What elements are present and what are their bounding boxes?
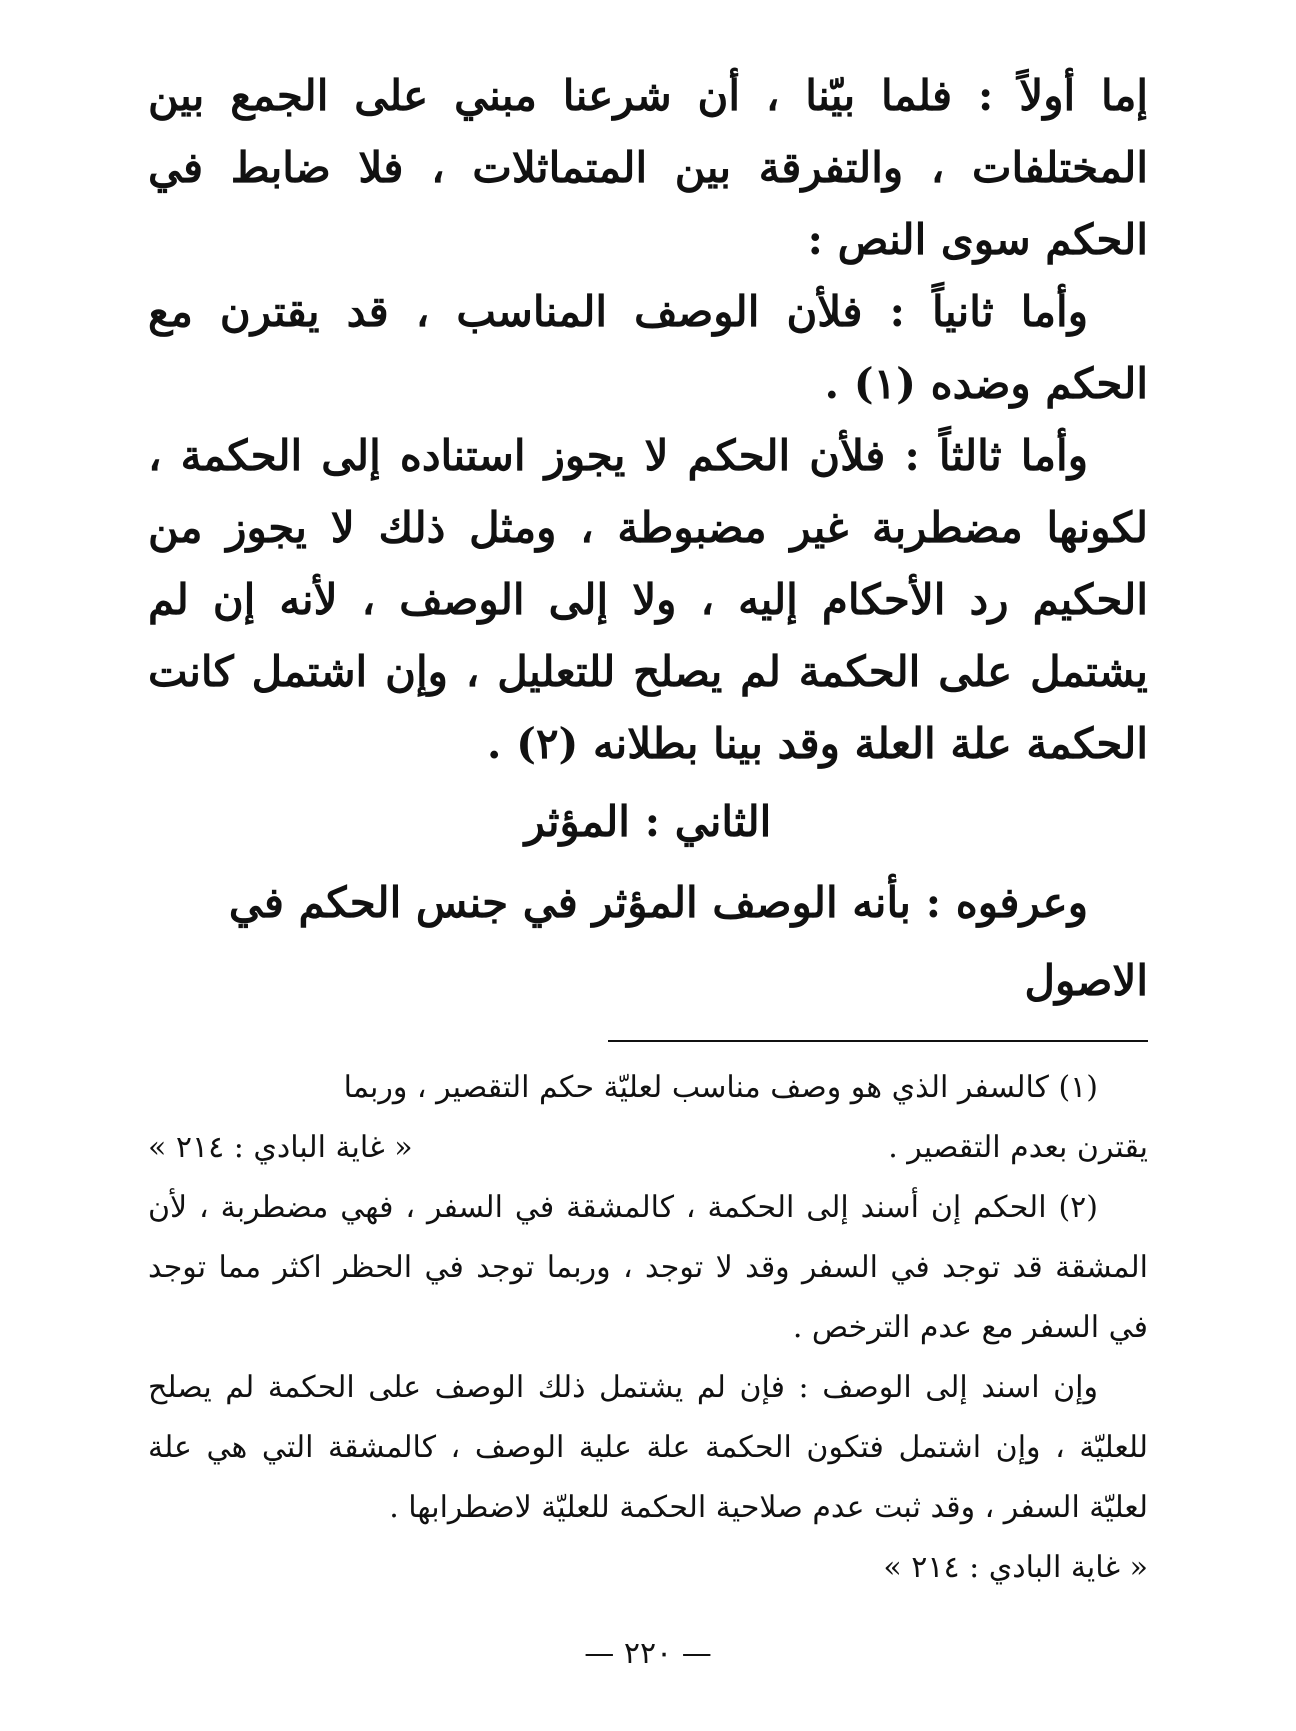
footnote-divider	[608, 1040, 1148, 1042]
footnote-1-source: « غاية البادي : ٢١٤ »	[148, 1130, 413, 1165]
paragraph-first-point: إما أولاً : فلما بيّنا ، أن شرعنا مبني على الجمع بين المختلفات ، والتفرقة بين المتماثلات ، فلا ضابط في الحكم سوى النص :	[148, 71, 1148, 264]
definition-paragraph: وعرفوه : بأنه الوصف المؤثر في جنس الحكم في الاصول	[228, 878, 1148, 1005]
page-content	[148, 60, 1148, 1598]
page-number: — ٢٢٠ —	[584, 1636, 712, 1671]
footnote-2-part-1: (٢) الحكم إن أسند إلى الحكمة ، كالمشقة في السفر ، فهي مضطربة ، لأن المشقة قد توجد في السفر وقد لا توجد ، وربما توجد في الحظر اكثر مما توجد في السفر مع عدم الترخص .	[148, 1190, 1148, 1345]
footnote-1-line-1: (١) كالسفر الذي هو وصف مناسب لعليّة حكم التقصير ، وربما	[343, 1070, 1098, 1105]
footnote-2-part-2: وإن اسند إلى الوصف : فإن لم يشتمل ذلك الوصف على الحكمة لم يصلح للعليّة ، وإن اشتمل فتكون الحكمة علة علية الوصف ، كالمشقة التي هي علة لعليّة السفر ، وقد ثبت عدم صلاحية الحكمة للعليّة لاضطرابها .	[148, 1370, 1148, 1525]
footnote-1-text: يقترن بعدم التقصير .	[888, 1130, 1148, 1165]
paragraph-second-point: وأما ثانياً : فلأن الوصف المناسب ، قد يقترن مع الحكم وضده (١) .	[148, 287, 1148, 408]
main-text	[148, 60, 1148, 780]
footnote-2-source: « غاية البادي : ٢١٤ »	[883, 1550, 1148, 1585]
paragraph-third-point: وأما ثالثاً : فلأن الحكم لا يجوز استناده إلى الحكمة ، لكونها مضطربة غير مضبوطة ، ومثل ذلك لا يجوز من الحكيم رد الأحكام إليه ، ولا إلى الوصف ، لأنه إن لم يشتمل على الحكمة لم يصلح للتعليل ، وإن اشتمل كانت الحكمة علة العلة وقد بينا بطلانه (٢) .	[148, 431, 1148, 768]
section-heading: الثاني : المؤثر	[524, 797, 772, 846]
footnotes	[148, 1058, 1148, 1598]
footnote-1-line-2	[148, 1118, 1148, 1178]
